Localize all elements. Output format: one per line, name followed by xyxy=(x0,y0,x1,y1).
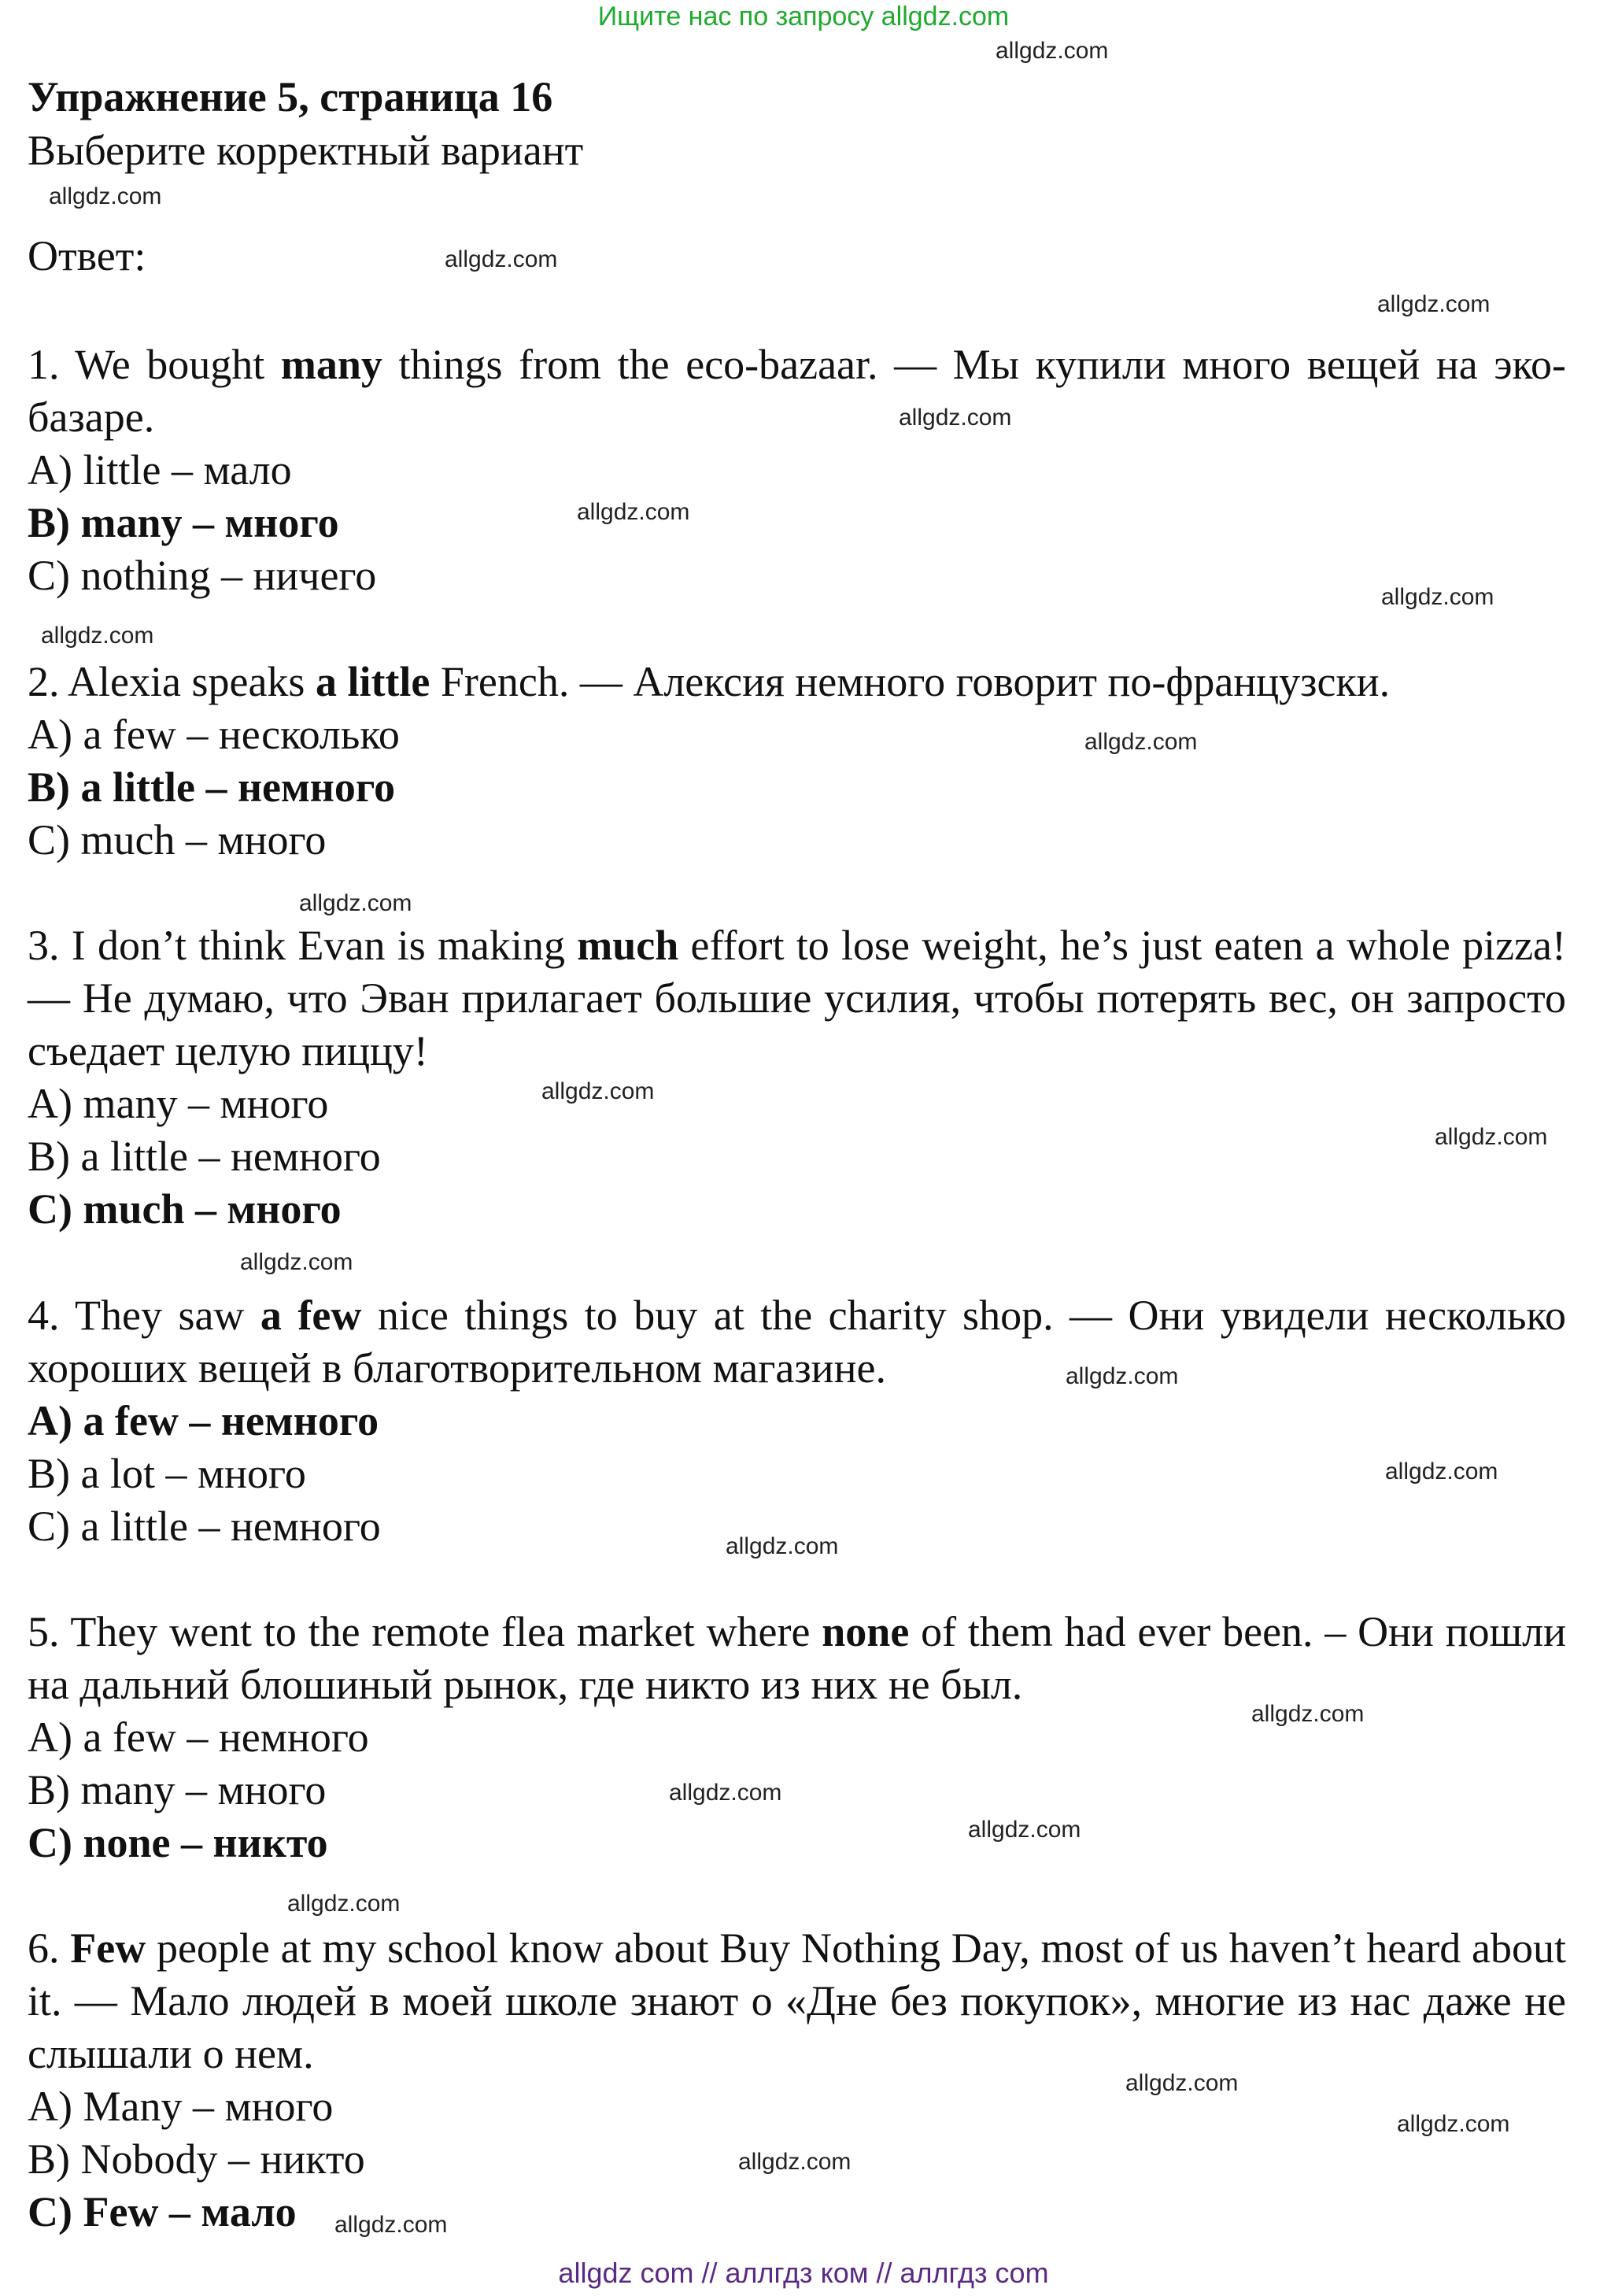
option-a: A) many – много xyxy=(28,1080,329,1127)
sentence-after: people at my school know about Buy Nothing Day, most of us haven’t heard about it. — Мало людей в моей школе знают о «Дне без покупок», многие из нас даже не слышали о нем. xyxy=(28,1924,1567,2077)
sentence-after: nice things to buy at the charity shop. — Они увидели несколько хороших вещей в благотворительном магазине. xyxy=(28,1292,1566,1392)
watermark: allgdz.com xyxy=(1066,1363,1179,1389)
watermark: allgdz.com xyxy=(669,1780,782,1806)
question-stem xyxy=(28,656,1566,708)
page-title: Упражнение 5, страница 16 xyxy=(28,73,553,120)
question-3 xyxy=(28,919,1566,1236)
question-number: 5. xyxy=(28,1608,60,1655)
watermark: allgdz.com xyxy=(541,1078,655,1104)
watermark: allgdz.com xyxy=(1251,1701,1365,1727)
option-c: C) nothing – ничего xyxy=(28,552,377,599)
watermark: allgdz.com xyxy=(968,1817,1081,1843)
option-b: B) a little – немного xyxy=(28,1133,381,1180)
footer-links: allgdz com // аллгдз ком // аллгдз com xyxy=(558,2257,1049,2289)
question-5 xyxy=(28,1606,1566,1869)
watermark: allgdz.com xyxy=(41,623,154,649)
question-1 xyxy=(28,338,1566,602)
watermark: allgdz.com xyxy=(1381,584,1494,610)
option-c-correct: C) Few – мало xyxy=(28,2188,297,2235)
sentence-before: I don’t think Evan is making xyxy=(71,922,565,969)
watermark: allgdz.com xyxy=(299,890,412,916)
watermark: allgdz.com xyxy=(287,1891,401,1917)
watermark: allgdz.com xyxy=(1397,2111,1510,2137)
question-4 xyxy=(28,1289,1566,1553)
option-b-correct: B) many – много xyxy=(28,499,339,546)
sentence-after: French. — Алексия немного говорит по-французски. xyxy=(440,658,1391,705)
watermark: allgdz.com xyxy=(1084,729,1198,755)
option-b: B) Nobody – никто xyxy=(28,2135,365,2183)
option-c: C) much – много xyxy=(28,816,327,863)
watermark: allgdz.com xyxy=(1377,291,1491,317)
question-6 xyxy=(28,1922,1566,2239)
question-number: 4. xyxy=(28,1292,60,1339)
sentence-before: We bought xyxy=(75,341,265,388)
watermark: allgdz.com xyxy=(577,499,690,525)
watermark: allgdz.com xyxy=(738,2149,852,2175)
sentence-before: They went to the remote flea market where xyxy=(70,1608,811,1655)
question-number: 1. xyxy=(28,341,60,388)
option-a: A) a few – несколько xyxy=(28,711,400,758)
question-2 xyxy=(28,656,1566,867)
watermark: allgdz.com xyxy=(1125,2070,1239,2096)
answer-label: Ответ: xyxy=(28,232,146,279)
watermark: allgdz.com xyxy=(1435,1124,1548,1150)
option-c-correct: C) none – никто xyxy=(28,1819,328,1866)
question-stem xyxy=(28,919,1566,1078)
option-b-correct: B) a little – немного xyxy=(28,763,396,811)
option-c-correct: C) much – много xyxy=(28,1185,342,1233)
option-a: A) Many – много xyxy=(28,2083,334,2130)
question-stem xyxy=(28,1606,1566,1711)
key-word: Few xyxy=(70,1924,146,1972)
question-number: 6. xyxy=(28,1924,60,1972)
question-stem xyxy=(28,1922,1566,2080)
task-instruction: Выберите корректный вариант xyxy=(28,127,584,174)
option-a: A) a few – немного xyxy=(28,1714,369,1761)
question-stem xyxy=(28,1289,1566,1395)
option-a-correct: A) a few – немного xyxy=(28,1397,379,1444)
question-stem xyxy=(28,338,1566,444)
sentence-before: They saw xyxy=(75,1292,245,1339)
sentence-after: effort to lose weight, he’s just eaten a whole pizza! — Не думаю, что Эван прилагает большие усилия, чтобы потерять вес, он запросто съедает целую пиццу! xyxy=(28,922,1567,1074)
question-number: 3. xyxy=(28,922,60,969)
watermark: allgdz.com xyxy=(240,1249,353,1275)
watermark: allgdz.com xyxy=(445,246,558,272)
key-word: a little xyxy=(315,658,430,705)
watermark: allgdz.com xyxy=(1385,1459,1498,1484)
key-word: much xyxy=(577,922,679,969)
option-a: A) little – мало xyxy=(28,446,292,494)
watermark: allgdz.com xyxy=(726,1533,839,1559)
top-banner: Ищите нас по запросу allgdz.com xyxy=(597,2,1010,31)
key-word: a few xyxy=(260,1292,362,1339)
option-b: B) many – много xyxy=(28,1766,327,1814)
sentence-before: Alexia speaks xyxy=(68,658,305,705)
option-b: B) a lot – много xyxy=(28,1450,306,1497)
watermark: allgdz.com xyxy=(49,183,162,209)
watermark: allgdz.com xyxy=(899,405,1012,431)
option-c: C) a little – немного xyxy=(28,1503,381,1550)
key-word: none xyxy=(822,1608,910,1655)
sentence-after: of them had ever been. – Они пошли на дальний блошиный рынок, где никто из них не был. xyxy=(28,1608,1567,1708)
watermark: allgdz.com xyxy=(334,2212,448,2238)
key-word: many xyxy=(280,341,382,388)
watermark: allgdz.com xyxy=(996,38,1109,64)
sentence-after: things from the eco-bazaar. — Мы купили много вещей на эко-базаре. xyxy=(28,341,1567,441)
question-number: 2. xyxy=(28,658,60,705)
